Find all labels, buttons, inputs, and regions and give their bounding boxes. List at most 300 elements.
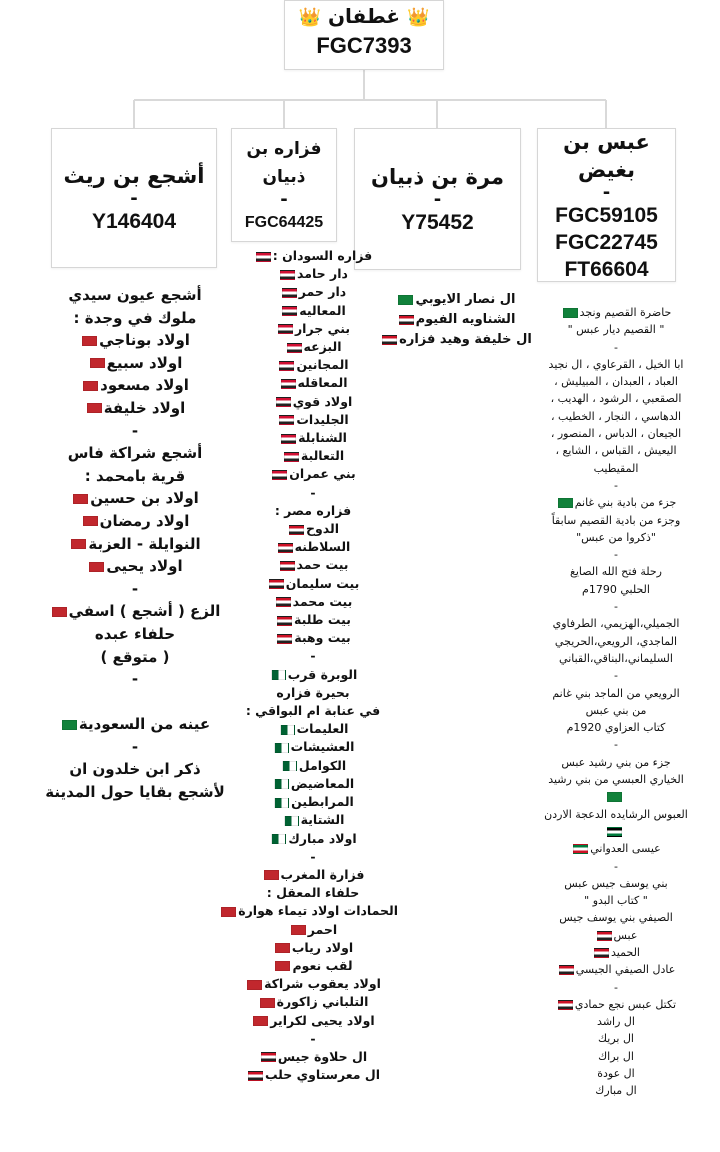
list-item-text: قرية بامحمد : [84, 466, 186, 485]
list-item [512, 529, 720, 546]
egypt-flag-icon [276, 597, 291, 607]
list-item-text: الوبرة قرب [287, 666, 358, 682]
list-item [228, 611, 398, 629]
list-item [40, 510, 230, 533]
sudan-flag-icon [284, 452, 299, 462]
egypt-flag-icon [261, 1052, 276, 1062]
list-item [40, 352, 230, 375]
list-item [228, 775, 398, 793]
jordan-flag-icon [607, 827, 622, 837]
list-item-text: - [614, 340, 618, 354]
sudan-flag-icon [282, 288, 297, 298]
list-item [228, 575, 398, 593]
list-item [512, 304, 720, 321]
list-item-text: حلفاء المعقل : [266, 885, 360, 901]
list-item [228, 484, 398, 502]
list-item-text: لقب نعوم [292, 957, 353, 973]
list-item [40, 307, 230, 330]
list-item-text: اولاد بوناجي [99, 331, 190, 350]
branch-code: FGC59105 [555, 203, 658, 227]
sudan-flag-icon [281, 434, 296, 444]
morocco-flag-icon [275, 943, 290, 953]
list-item [228, 957, 398, 975]
egypt-flag-icon [280, 561, 295, 571]
egypt-flag-icon [278, 543, 293, 553]
list-item [512, 719, 720, 736]
list-item-text: أشجع عيون سيدي [68, 286, 202, 304]
sudan-flag-icon [256, 252, 271, 262]
list-item-text: - [310, 648, 316, 664]
list-item [512, 339, 720, 356]
list-item-text: - [614, 859, 618, 873]
list-item-text: الجيعان ، الدباس ، المنصور ، [550, 427, 682, 441]
sudan-flag-icon [276, 397, 291, 407]
list-item-text: عبس [613, 928, 638, 942]
morocco-flag-icon [89, 562, 104, 572]
list-item [228, 320, 398, 338]
list-item [512, 685, 720, 702]
list-item [40, 781, 230, 804]
list-item [512, 1082, 720, 1099]
branch-dash: - [280, 188, 288, 210]
list-item [40, 646, 230, 669]
list-item-text: اولاد رياب [291, 939, 354, 955]
sudan-flag-icon [279, 361, 294, 371]
list-item [228, 666, 398, 684]
list-item [512, 512, 720, 529]
algeria-flag-icon [284, 816, 299, 826]
list-item-text [624, 825, 628, 838]
list-item [228, 939, 398, 957]
sudan-flag-icon [287, 343, 302, 353]
list-item-text: ال معرستاوي حلب [264, 1067, 381, 1083]
list-item-text: الشتاية [300, 812, 345, 828]
list-item [512, 650, 720, 667]
egypt-flag-icon [597, 931, 612, 941]
list-item-text: ال عودة [597, 1067, 635, 1081]
list-item [512, 1030, 720, 1047]
list-item [512, 823, 720, 840]
branch-name: أشجع بن ريث [63, 163, 205, 188]
list-item [40, 668, 230, 691]
algeria-flag-icon [274, 798, 289, 808]
list-item [228, 921, 398, 939]
morocco-flag-icon [275, 961, 290, 971]
list-item-text: اولاد خليفة [103, 398, 186, 417]
list-item [512, 771, 720, 788]
list-item-text: ال حلاوة جيس [277, 1048, 368, 1064]
sudan-flag-icon [280, 270, 295, 280]
list-item [40, 397, 230, 420]
list-item [40, 555, 230, 578]
egypt-flag-icon [594, 948, 609, 958]
egypt-flag-icon [558, 1000, 573, 1010]
list-item-text: - [131, 421, 139, 440]
list-item-text: العليمات [296, 721, 349, 737]
list-item [228, 848, 398, 866]
list-item-text: اولاد يعقوب شراكة [264, 976, 381, 992]
list-item [512, 321, 720, 338]
root-code: FGC7393 [316, 33, 412, 58]
list-item-text [132, 693, 137, 711]
list-item-text: التعالبة [300, 448, 345, 464]
branch-dash: - [130, 187, 138, 209]
list-item-text: جزء من بني رشيد عبس [561, 755, 671, 769]
list-item-text: فزارة المغرب [280, 866, 365, 882]
egypt-flag-icon [277, 634, 292, 644]
branch-code: FT66604 [564, 257, 649, 281]
branch-node-ashja [51, 128, 217, 268]
list-item [512, 858, 720, 875]
crown-icon: 👑 [298, 7, 321, 28]
list-item [512, 979, 720, 996]
list-item [228, 757, 398, 775]
list-item-text: الصقعبي ، الرشود ، الهديب ، [550, 392, 682, 406]
egypt-flag-icon [399, 315, 414, 325]
egypt-flag-icon [289, 525, 304, 535]
algeria-flag-icon [282, 761, 297, 771]
list-item-text: لأشجع بقايا حول المدينة [45, 783, 225, 802]
list-item-text: " كتاب البدو " [584, 894, 648, 908]
list-item-text: وجزء من بادية القصيم سابقاً [551, 513, 681, 527]
list-item [512, 1013, 720, 1030]
branch-name: فزاره بن ذبيان [246, 138, 322, 187]
list-item-text: المجانين [296, 357, 349, 373]
list-item [228, 866, 398, 884]
list-item [512, 927, 720, 944]
list-item [40, 623, 230, 646]
list-item-text: - [614, 478, 618, 492]
list-item-text: ال راشد [597, 1015, 635, 1029]
list-item [228, 556, 398, 574]
list-item-text: حاضرة القصيم ونجد [579, 306, 672, 319]
list-item-text: الخياري العبسي من بني رشيد [548, 773, 684, 787]
list-item [228, 975, 398, 993]
list-item [228, 393, 398, 411]
list-item-text: الحلبي 1790م [582, 582, 650, 596]
saudi-flag-icon [62, 720, 77, 730]
list-item [512, 373, 720, 390]
list-item-text: ال براك [598, 1049, 634, 1063]
list-item-text: ذكر ابن خلدون ان [69, 760, 201, 779]
list-item [512, 442, 720, 459]
list-item [40, 600, 230, 623]
list-item [40, 533, 230, 556]
morocco-flag-icon [82, 336, 97, 346]
egypt-flag-icon [382, 335, 397, 345]
morocco-flag-icon [83, 516, 98, 526]
list-item [40, 374, 230, 397]
list-item [512, 909, 720, 926]
list-item [40, 284, 230, 307]
list-item [228, 902, 398, 920]
branch-node-abs [537, 128, 676, 282]
list-item [228, 684, 398, 702]
list-item [512, 944, 720, 961]
list-item-text: اولاد رمضان [99, 511, 190, 530]
list-item-text: اولاد قوي [292, 393, 353, 409]
list-item [512, 598, 720, 615]
list-item-text: بيت سليمان [285, 575, 360, 591]
list-item [512, 477, 720, 494]
list-item [228, 1012, 398, 1030]
list-item-text: - [310, 484, 316, 500]
list-item [228, 793, 398, 811]
list-item-text: اولاد يحيى لكراير [270, 1012, 375, 1028]
list-item-text: دار حامد [297, 266, 348, 282]
list-item-text: الشنابلة [298, 430, 347, 446]
list-item-text: - [614, 600, 618, 614]
morocco-flag-icon [291, 925, 306, 935]
list-item [228, 338, 398, 356]
list-item-text: اولاد مسعود [100, 376, 189, 395]
list-item [512, 806, 720, 823]
list-item [512, 494, 720, 511]
branch-code: Y146404 [91, 209, 177, 233]
list-item-text: اليعيش ، القباس ، الشايع ، [555, 444, 677, 458]
list-item-text: بيت محمد [292, 593, 353, 609]
list-item [512, 667, 720, 684]
list-item [228, 538, 398, 556]
list-item-text: الشناويه الفيوم [415, 312, 516, 327]
list-item-text: فزاره السودان : [272, 248, 373, 263]
list-item [512, 390, 720, 407]
list-item [228, 247, 398, 265]
list-item-text: ( متوقع ) [100, 647, 170, 666]
list-item [512, 1065, 720, 1082]
list-item [228, 647, 398, 665]
list-item [228, 374, 398, 392]
list-item-text: ابا الخيل ، القرعاوي ، ال نجيد [548, 357, 684, 371]
list-item-text: - [614, 980, 618, 994]
list-item [512, 892, 720, 909]
list-item-text: - [614, 669, 618, 683]
morocco-flag-icon [221, 907, 236, 917]
morocco-flag-icon [83, 381, 98, 391]
list-item [512, 702, 720, 719]
list-item [512, 546, 720, 563]
list-item-text: الرويعي من الماجد بني غانم [552, 686, 680, 700]
list-item-text: أشجع شراكة فاس [67, 444, 203, 463]
fazara-descendants-list [228, 247, 398, 1084]
list-item-text: الجليدات [296, 411, 349, 427]
list-item-text: بيت وهبة [294, 630, 351, 646]
algeria-flag-icon [280, 725, 295, 735]
list-item-text: - [614, 738, 618, 752]
list-item [512, 840, 720, 857]
morocco-flag-icon [73, 494, 88, 504]
saudi-flag-icon [563, 308, 578, 318]
sudan-flag-icon [278, 324, 293, 334]
list-item-text: - [131, 670, 139, 689]
list-item-text: الصيفي بني يوسف جيس [559, 911, 673, 925]
morocco-flag-icon [90, 358, 105, 368]
list-item-text: الدهاسي ، النجار ، الخطيب ، [551, 409, 681, 423]
list-item-text: التلباني زاكورة [276, 994, 369, 1010]
list-item [512, 633, 720, 650]
sudan-flag-icon [282, 306, 297, 316]
list-item-text: ال بريك [597, 1032, 634, 1046]
sudan-flag-icon [279, 415, 294, 425]
list-item [228, 811, 398, 829]
morocco-flag-icon [71, 539, 86, 549]
morocco-flag-icon [264, 870, 279, 880]
list-item [228, 502, 398, 520]
morocco-flag-icon [253, 1016, 268, 1026]
list-item [228, 283, 398, 301]
algeria-flag-icon [274, 743, 289, 753]
list-item-text: اولاد سبيع [106, 353, 183, 372]
list-item [228, 702, 398, 720]
list-item-text: السلاطنه [294, 539, 351, 555]
list-item [512, 425, 720, 442]
list-item-text: احمر [307, 921, 338, 937]
saudi-flag-icon [558, 498, 573, 508]
list-item-text: دار حمر [298, 284, 347, 300]
list-item-text: عيسى العدواني [590, 842, 661, 856]
list-item [228, 884, 398, 902]
root-name-row [299, 3, 430, 31]
algeria-flag-icon [274, 779, 289, 789]
list-item [512, 581, 720, 598]
list-item-text: الحمادات اولاد تيماء هوارة [238, 903, 398, 919]
list-item [40, 487, 230, 510]
list-item-text: بني عمران [289, 466, 356, 482]
list-item-text: عادل الصيفي الجيسي [575, 963, 676, 977]
crown-icon: 👑 [407, 7, 430, 28]
branch-dash: - [433, 188, 442, 210]
list-item-text: المعاليه [299, 302, 346, 318]
saudi-flag-icon [398, 295, 413, 305]
list-item-text: الدوح [306, 521, 339, 537]
egypt-flag-icon [277, 616, 292, 626]
list-item [40, 420, 230, 443]
egypt-flag-icon [559, 965, 574, 975]
list-item [512, 736, 720, 753]
list-item-text: المقيطيب [593, 461, 639, 475]
list-item [40, 758, 230, 781]
list-item [40, 465, 230, 488]
list-item-text: كتاب العزاوي 1920م [566, 721, 666, 735]
list-item-text: حلفاء عبده [94, 624, 176, 643]
root-node-ghatafan [284, 0, 444, 70]
list-item [512, 563, 720, 580]
list-item [40, 578, 230, 601]
branch-code: Y75452 [401, 210, 474, 234]
saudi-flag-icon [607, 792, 622, 802]
list-item-text: بحيرة فزاره [276, 684, 350, 700]
list-item-text: المعاقله [297, 375, 348, 391]
list-item [512, 961, 720, 978]
list-item [40, 713, 230, 736]
egypt-flag-icon [269, 579, 284, 589]
list-item-text: - [131, 579, 139, 598]
list-item-text: اولاد بن حسين [90, 489, 199, 508]
list-item-text: بيت طلبة [294, 612, 351, 628]
list-item-text: - [310, 848, 316, 864]
list-item [228, 265, 398, 283]
list-item-text: المرابطين [291, 794, 354, 810]
branch-dash: - [602, 181, 611, 203]
morocco-flag-icon [87, 403, 102, 413]
list-item-text: النوايلة - العزبة [88, 534, 201, 553]
list-item-text: الكوامل [298, 757, 347, 773]
list-item-text: العبوس الرشايده الدعجة الاردن [544, 807, 688, 821]
sudan-flag-icon [272, 470, 287, 480]
list-item [512, 996, 720, 1013]
list-item [512, 408, 720, 425]
list-item-text: ال نصار الايوبي [415, 292, 516, 307]
list-item-text: ال خليفة وهيد فزاره [399, 332, 532, 347]
list-item-text: الجميلي،الهزيمي، الطرفاوي [552, 617, 680, 631]
list-item-text: بني يوسف جيس عبس [564, 876, 668, 890]
list-item [228, 1066, 398, 1084]
algeria-flag-icon [271, 670, 286, 680]
list-item [228, 411, 398, 429]
list-item-text: اولاد مبارك [288, 830, 357, 846]
list-item [228, 356, 398, 374]
branch-name: مرة بن ذبيان [371, 164, 504, 189]
list-item-text [624, 790, 628, 803]
list-item-text: في عنابة ام البواقي : [245, 703, 381, 719]
list-item-text: "ذكروا من عبس" [576, 530, 656, 544]
list-item [228, 1048, 398, 1066]
egypt-flag-icon [248, 1071, 263, 1081]
list-item [228, 830, 398, 848]
ashja-descendants-list [40, 284, 230, 804]
morocco-flag-icon [247, 980, 262, 990]
algeria-flag-icon [271, 834, 286, 844]
list-item [228, 429, 398, 447]
list-item-text: جزء من بادية بني غانم [574, 496, 677, 510]
list-item [228, 465, 398, 483]
morocco-flag-icon [52, 607, 67, 617]
list-item [40, 442, 230, 465]
list-item [512, 615, 720, 632]
list-item [512, 875, 720, 892]
kuwait-flag-icon [573, 844, 588, 854]
list-item-text: الحميد [611, 945, 640, 959]
list-item [228, 720, 398, 738]
list-item-text: - [310, 1030, 316, 1046]
list-item [228, 1030, 398, 1048]
list-item [512, 460, 720, 477]
list-item-text: - [131, 737, 139, 756]
list-item-text: الماجدي، الرويعي،الحريجي [554, 634, 678, 648]
sudan-flag-icon [281, 379, 296, 389]
list-item-text: الزع ( أشجع ) اسفي [68, 602, 221, 621]
list-item-text: العباد ، العبدان ، المبيليش ، [554, 375, 678, 389]
branch-node-fazara [231, 128, 337, 242]
list-item-text: عينه من السعودية [78, 715, 211, 734]
list-item-text: ال مبارك [595, 1084, 637, 1098]
list-item-text: البزعه [303, 339, 342, 355]
list-item [228, 993, 398, 1011]
list-item-text: تكتل عبس نجع حمادي [574, 997, 677, 1011]
list-item [40, 691, 230, 714]
list-item-text: من بني عبس [585, 703, 647, 717]
list-item [40, 736, 230, 759]
list-item [228, 593, 398, 611]
branch-code: FGC22745 [555, 230, 658, 254]
branch-code: FGC64425 [244, 213, 324, 231]
list-item [512, 788, 720, 805]
list-item-text: بني جرار [294, 320, 351, 336]
list-item-text: اولاد يحيى [106, 557, 183, 576]
list-item [228, 302, 398, 320]
list-item [228, 738, 398, 756]
list-item-text: بيت حمد [296, 557, 349, 573]
